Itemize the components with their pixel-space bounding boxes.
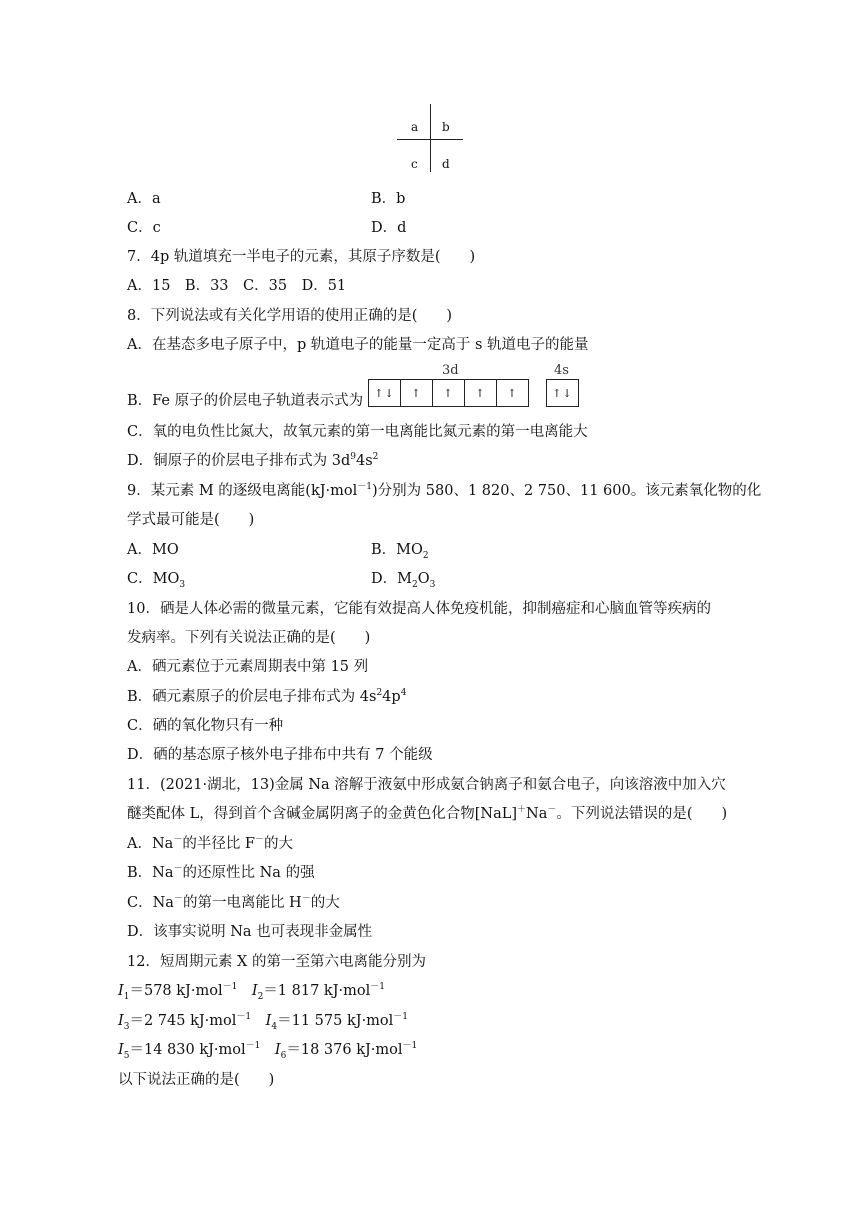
q12-ionization-row3: $I_5=14$ 830 kJ·mol$^{-1}$ $I_6=18$ 376 kJ·mol$^{-1}$ bbox=[118, 1041, 418, 1061]
q9-stem-line2: 学式最可能是( ) bbox=[127, 512, 255, 528]
orbital-cell: ↑ bbox=[496, 380, 528, 406]
orbital-label-4s: 4s bbox=[554, 363, 569, 378]
q10-stem-line1: 10．硒是人体必需的微量元素，它能有效提高人体免疫机能，抑制癌症和心脑血管等疾病的 bbox=[127, 601, 711, 617]
quadrant-vertical-line bbox=[430, 104, 431, 172]
q8-option-c: C．氧的电负性比氮大，故氧元素的第一电离能比氮元素的第一电离能大 bbox=[127, 424, 588, 440]
q11-option-d: D．该事实说明 Na 也可表现非金属性 bbox=[127, 924, 373, 940]
q6-option-d: D．d bbox=[371, 220, 407, 236]
q11-option-c: C．Na－的第一电离能比 H－的大 bbox=[127, 894, 340, 911]
q8-option-b: B．Fe 原子的价层电子轨道表示式为 bbox=[127, 393, 364, 409]
q10-stem-line2: 发病率。下列有关说法正确的是( ) bbox=[127, 630, 371, 646]
orbital-label-3d: 3d bbox=[442, 363, 459, 378]
orbital-cell: ↑ bbox=[432, 380, 464, 406]
quadrant-horizontal-line bbox=[397, 139, 463, 140]
q12-question: 以下说法正确的是( ) bbox=[118, 1072, 275, 1088]
quadrant-label-c: c bbox=[411, 157, 418, 171]
q8-stem: 8．下列说法或有关化学用语的使用正确的是( ) bbox=[127, 308, 453, 324]
quadrant-label-a: a bbox=[411, 120, 419, 134]
q11-option-b: B．Na－的还原性比 Na 的强 bbox=[127, 864, 315, 881]
orbital-cell: ↑↓ bbox=[374, 386, 395, 400]
q7-options: A．15 B．33 C．35 D．51 bbox=[127, 278, 347, 294]
orbital-cell: ↑ bbox=[464, 380, 496, 406]
orbital-cell: ↑↓ bbox=[552, 386, 573, 400]
q8-option-a: A．在基态多电子原子中，p 轨道电子的能量一定高于 s 轨道电子的能量 bbox=[127, 337, 589, 353]
q9-option-d: D．$M_2O_3$ bbox=[371, 571, 436, 590]
q12-stem: 12．短周期元素 X 的第一至第六电离能分别为 bbox=[127, 954, 426, 970]
quadrant-label-d: d bbox=[442, 157, 450, 171]
quadrant-label-b: b bbox=[442, 120, 450, 134]
q6-option-b: B．b bbox=[371, 191, 406, 207]
q9-option-a: A．MO bbox=[127, 542, 179, 558]
q10-option-b: B．硒元素原子的价层电子排布式为 $4s^24p^4$ bbox=[127, 688, 407, 705]
orbital-boxes-3d bbox=[368, 379, 529, 407]
q10-option-d: D．硒的基态原子核外电子排布中共有 7 个能级 bbox=[127, 747, 433, 763]
q10-option-c: C．硒的氧化物只有一种 bbox=[127, 718, 284, 734]
q8-option-d: D．铜原子的价层电子排布式为 $3d^94s^2$ bbox=[127, 452, 379, 469]
q11-option-a: A．Na－的半径比 F－的大 bbox=[127, 835, 294, 852]
q10-option-a: A．硒元素位于元素周期表中第 15 列 bbox=[127, 659, 369, 675]
q7-stem: 7．4p 轨道填充一半电子的元素，其原子序数是( ) bbox=[127, 249, 476, 265]
q9-stem-line1: 9．某元素 M 的逐级电离能(kJ·mol$^{-1}$)分别为 580、1 820、2 750、11 600。该元素氧化物的化 bbox=[127, 482, 762, 499]
q6-option-a: A．a bbox=[127, 191, 161, 207]
orbital-boxes-4s bbox=[546, 379, 579, 407]
q9-option-b: B．$MO_2$ bbox=[371, 542, 429, 561]
q11-stem-line1: 11．(2021·湖北，13)金属 Na 溶解于液氨中形成氨合钠离子和氨合电子，向该溶液中加入穴 bbox=[127, 777, 726, 793]
q9-option-c: C．$MO_3$ bbox=[127, 571, 186, 590]
q6-option-c: C．c bbox=[127, 220, 161, 236]
orbital-cell: ↑ bbox=[400, 380, 432, 406]
q12-ionization-row1: $I_1=578$ kJ·mol$^{-1}$ $I_2=1$ 817 kJ·mol$^{-1}$ bbox=[118, 982, 385, 1002]
q11-stem-line2: 醚类配体 L，得到首个含碱金属阴离子的金黄色化合物[NaL]＋Na－。下列说法错误的是( ) bbox=[127, 805, 728, 822]
q12-ionization-row2: $I_3=2$ 745 kJ·mol$^{-1}$ $I_4=11$ 575 kJ·mol$^{-1}$ bbox=[118, 1012, 409, 1032]
